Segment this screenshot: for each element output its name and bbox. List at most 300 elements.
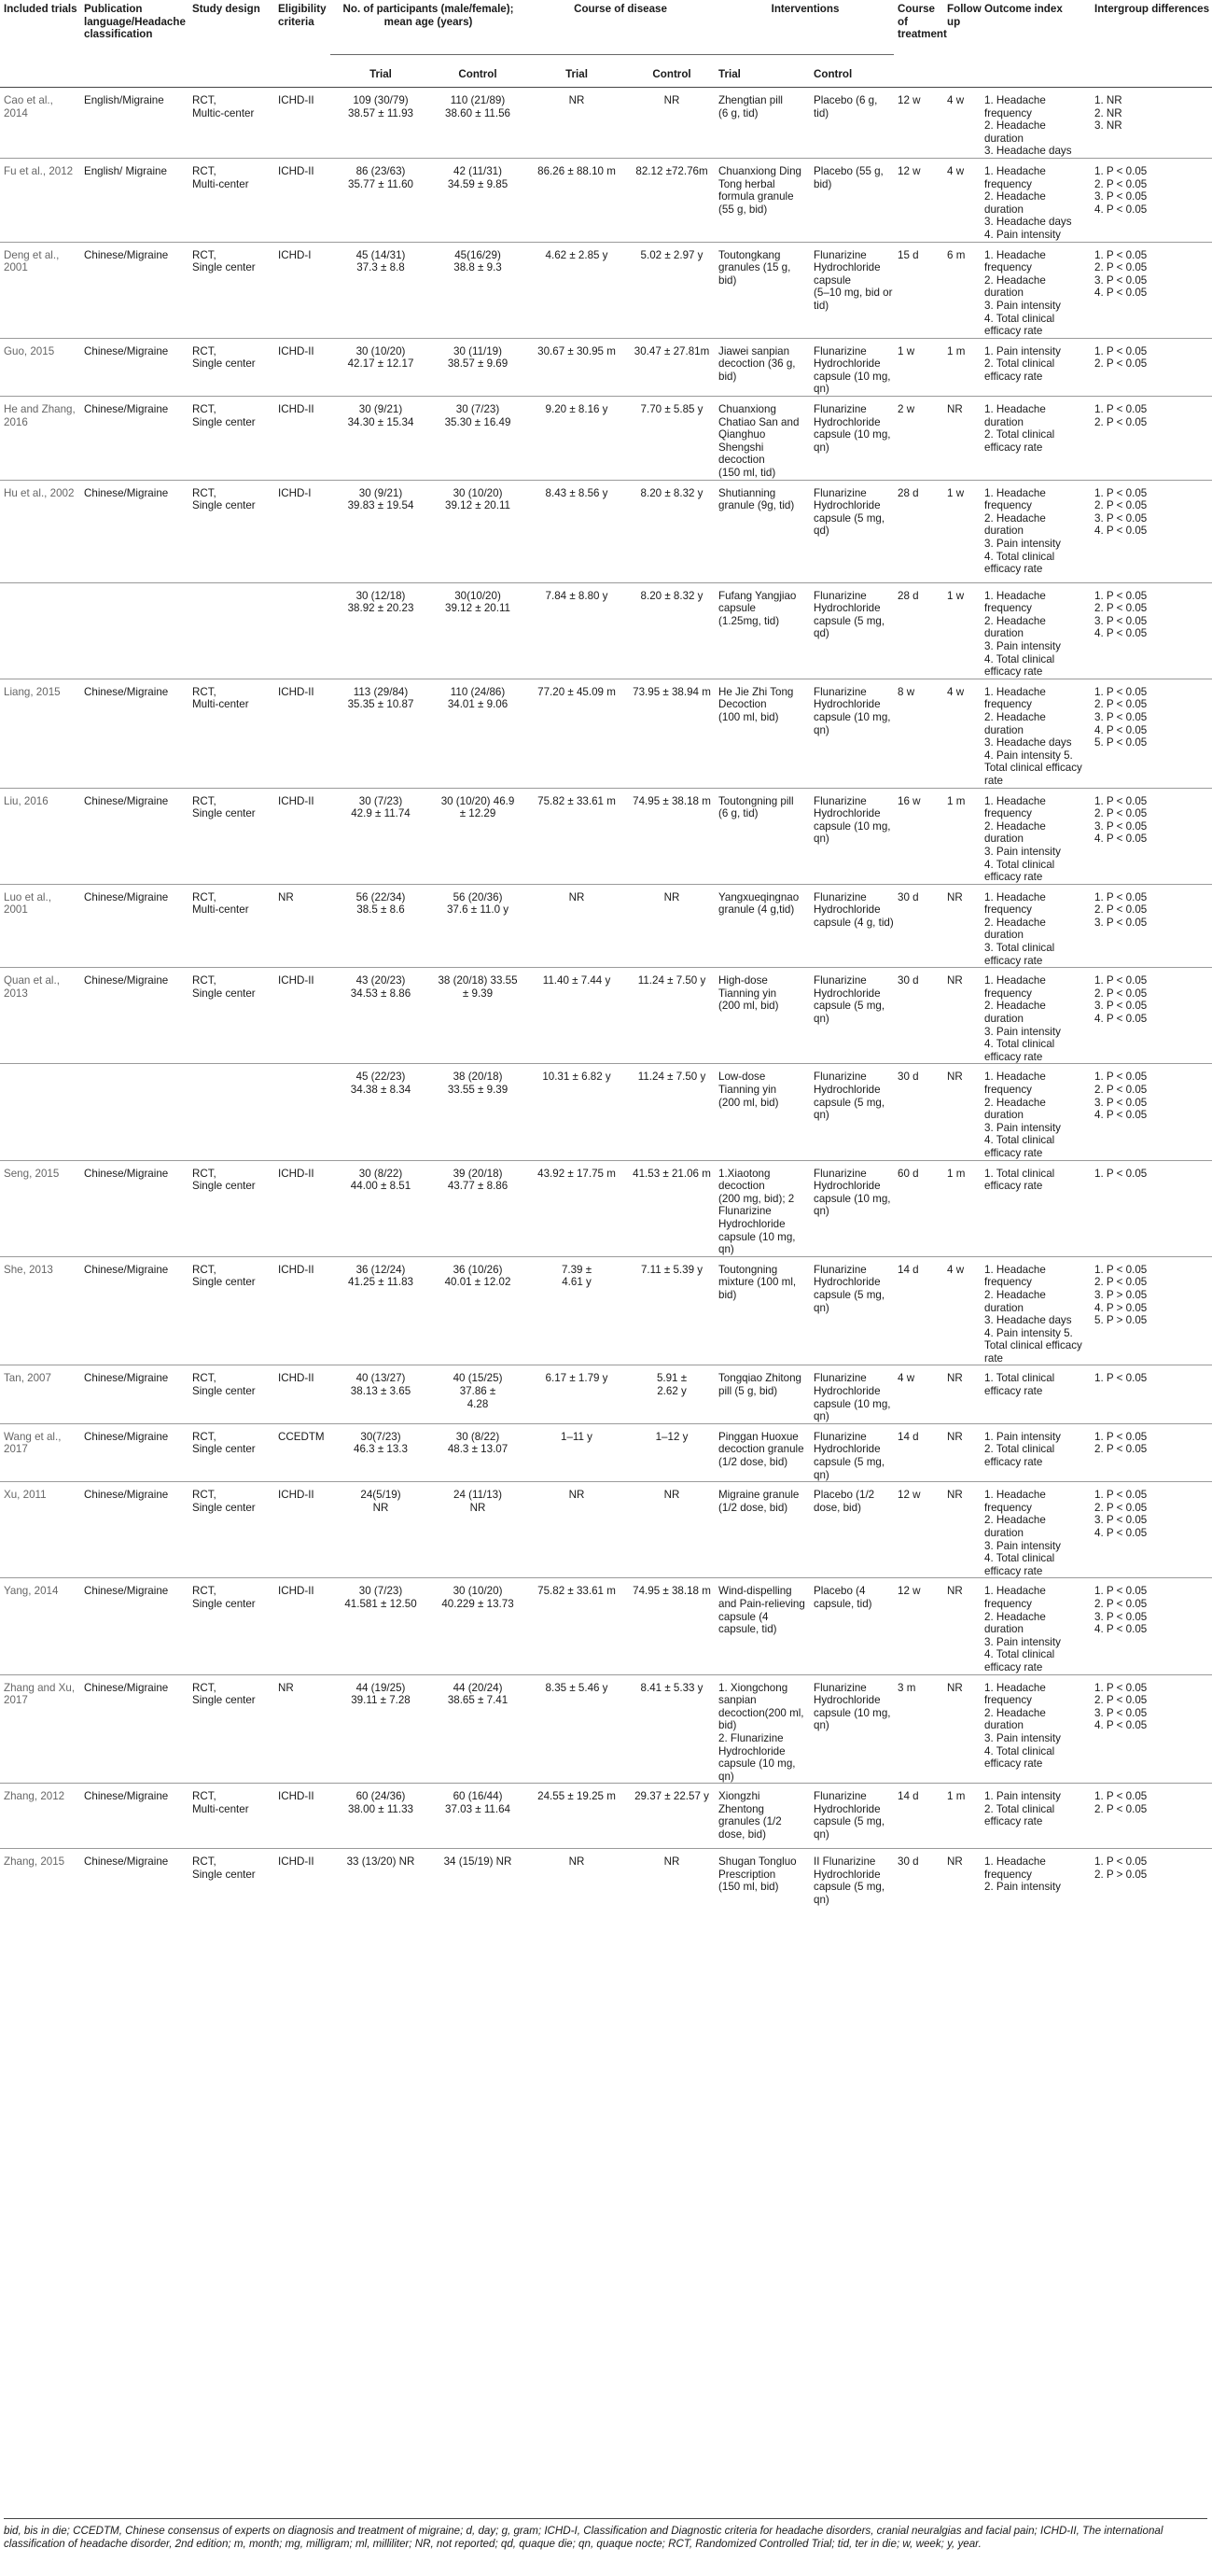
header-disease-control: Control <box>627 55 715 88</box>
cell-line: 8.20 ± 8.32 y <box>640 589 704 602</box>
cell-intervention-trial <box>715 158 810 242</box>
cell-line: 2. P < 0.05 <box>1094 261 1148 274</box>
cell-disease-trial <box>524 1674 627 1784</box>
cell-intervention-control <box>810 1160 894 1256</box>
cell-intervention-control <box>810 679 894 788</box>
cell-line: qn) <box>814 1828 829 1841</box>
cell-line: qn) <box>814 1468 829 1481</box>
header-spacer <box>981 55 1091 88</box>
cell-line: Single center <box>192 1694 256 1707</box>
cell-line: NR <box>278 890 294 903</box>
header-intergroup: Intergroup differences <box>1094 3 1210 15</box>
cell-line: Zhang, 2012 <box>4 1790 65 1803</box>
cell-intergroup-differences <box>1091 1849 1212 1907</box>
cell-line: 30 (12/18) <box>355 589 406 602</box>
cell-line: 6.17 ± 1.79 y <box>545 1372 608 1385</box>
cell-outcome-index <box>981 480 1091 582</box>
cell-study-design <box>188 1482 274 1578</box>
cell-line: 2. P > 0.05 <box>1094 1868 1148 1881</box>
cell-line: NR <box>947 1489 963 1502</box>
cell-line: 60 (24/36) <box>355 1790 406 1803</box>
cell-line: 3. P < 0.05 <box>1094 1000 1148 1013</box>
cell-line: 1. P < 0.05 <box>1094 1263 1148 1276</box>
cell-line: Total clinical efficacy <box>984 1339 1082 1352</box>
cell-disease-control <box>627 1064 715 1160</box>
cell-line: frequency <box>984 602 1032 615</box>
cell-intervention-trial <box>715 242 810 338</box>
cell-line: Single center <box>192 1276 256 1289</box>
cell-line: efficacy rate <box>984 871 1043 884</box>
table-row <box>0 968 1212 1064</box>
cell-eligibility <box>274 1256 330 1365</box>
cell-line: efficacy rate <box>984 563 1043 576</box>
cell-intervention-control <box>810 1256 894 1365</box>
cell-follow-up <box>943 1784 981 1849</box>
cell-intervention-control <box>810 582 894 679</box>
cell-follow-up <box>943 1365 981 1423</box>
cell-line: NR <box>568 1855 585 1869</box>
cell-eligibility <box>274 1784 330 1849</box>
cell-line: Low-dose <box>718 1071 766 1084</box>
cell-line: 60 d <box>898 1167 919 1180</box>
cell-study-design <box>188 968 274 1064</box>
cell-line: 40 (15/25) <box>453 1372 503 1385</box>
header-intervention-control: Control <box>810 55 894 88</box>
cell-line: dose, bid) <box>718 1828 766 1841</box>
cell-line: 37.03 ± 11.64 <box>445 1802 510 1815</box>
cell-line: 6 m <box>947 248 966 261</box>
cell-line: 1. Xiongchong <box>718 1681 788 1694</box>
cell-line: 1. Headache <box>984 403 1046 416</box>
cell-line: frequency <box>984 1597 1032 1610</box>
cell-intergroup-differences <box>1091 480 1212 582</box>
cell-line: 4. P < 0.05 <box>1094 1013 1148 1026</box>
cell-line: NR <box>947 403 963 416</box>
cell-line: duration <box>984 203 1024 216</box>
table-row <box>0 679 1212 788</box>
cell-line: 30 (7/23) <box>358 794 403 807</box>
cell-line: Single center <box>192 357 256 371</box>
cell-intervention-control <box>810 480 894 582</box>
cell-line: 12 w <box>898 1585 921 1598</box>
cell-line: capsule (10 mg, <box>814 710 891 723</box>
cell-line: NR <box>947 890 963 903</box>
cell-line: 30(7/23) <box>360 1430 401 1443</box>
cell-line: 109 (30/79) <box>353 94 409 106</box>
cell-line: Guo, 2015 <box>4 344 55 357</box>
cell-study <box>0 1160 80 1256</box>
cell-line: efficacy rate <box>984 954 1043 967</box>
cell-line: 30 (8/22) <box>455 1430 500 1443</box>
cell-line: 11.40 ± 7.44 y <box>542 974 611 987</box>
cell-line: 1. Pain intensity <box>984 1790 1061 1803</box>
cell-line: ICHD-I <box>278 486 312 499</box>
cell-line: 28 d <box>898 486 919 499</box>
cell-study <box>0 338 80 396</box>
cell-line: NR <box>568 890 585 903</box>
cell-line: 2. Headache <box>984 819 1046 833</box>
cell-intervention-trial <box>715 1849 810 1907</box>
cell-disease-control <box>627 1674 715 1784</box>
cell-participants-trial <box>330 1578 429 1674</box>
cell-line: 4. Total clinical <box>984 652 1055 665</box>
cell-line: 29.37 ± 22.57 y <box>634 1790 709 1803</box>
header-spacer <box>274 55 330 88</box>
cell-line: Total clinical efficacy <box>984 762 1082 775</box>
cell-line: 4. P < 0.05 <box>1094 1109 1148 1122</box>
cell-line: 2. Headache <box>984 1610 1046 1623</box>
cell-intervention-trial <box>715 1784 810 1849</box>
cell-line: Flunarizine <box>814 974 867 987</box>
cell-intervention-trial <box>715 788 810 884</box>
cell-line: Chinese/Migraine <box>84 1855 169 1869</box>
cell-line: 33 (13/20) NR <box>346 1855 415 1869</box>
cell-line: duration <box>984 833 1024 846</box>
cell-line: ICHD-II <box>278 164 314 177</box>
cell-intergroup-differences <box>1091 338 1212 396</box>
cell-line: 34 (15/19) NR <box>443 1855 512 1869</box>
header-outcome: Outcome index <box>984 3 1063 15</box>
cell-line: 1. P < 0.05 <box>1094 344 1148 357</box>
header-participants-control: Control <box>429 55 524 88</box>
cell-course-treatment <box>894 1674 943 1784</box>
cell-line: 30 (7/23) <box>455 403 500 416</box>
cell-follow-up <box>943 480 981 582</box>
cell-line: 7.11 ± 5.39 y <box>640 1263 704 1276</box>
cell-line: Single center <box>192 1385 256 1398</box>
cell-line: Chinese/Migraine <box>84 1167 169 1180</box>
header-spacer <box>80 55 188 88</box>
table-row <box>0 242 1212 338</box>
cell-line: NR <box>947 1585 963 1598</box>
cell-line: 42.9 ± 11.74 <box>351 807 411 820</box>
cell-line: 4. Total clinical <box>984 1648 1055 1661</box>
cell-line: Single center <box>192 1501 256 1514</box>
cell-line: 2016 <box>4 415 28 428</box>
cell-line: duration <box>984 723 1024 736</box>
cell-line: efficacy rate <box>984 1815 1043 1828</box>
cell-line: Deng et al., <box>4 248 60 261</box>
cell-line: 4 w <box>947 94 965 106</box>
cell-line: 4. P < 0.05 <box>1094 203 1148 216</box>
cell-line: (1/2 dose, bid) <box>718 1456 788 1469</box>
cell-study <box>0 1849 80 1907</box>
cell-line: 2 w <box>898 403 915 416</box>
cell-disease-trial <box>524 1784 627 1849</box>
cell-line: 4.61 y <box>562 1276 592 1289</box>
cell-intervention-control <box>810 397 894 481</box>
cell-study-design <box>188 1784 274 1849</box>
cell-course-treatment <box>894 1256 943 1365</box>
cell-line: granules (1/2 <box>718 1815 782 1828</box>
cell-line: ICHD-II <box>278 1263 314 1276</box>
cell-line: Flunarizine <box>814 248 867 261</box>
cell-line: 8.20 ± 8.32 y <box>640 486 704 499</box>
cell-line: 35.77 ± 11.60 <box>348 177 413 190</box>
cell-line: 3. Pain intensity <box>984 1539 1061 1552</box>
cell-line: NR <box>947 974 963 987</box>
cell-eligibility <box>274 788 330 884</box>
cell-line: Fufang Yangjiao <box>718 589 797 602</box>
cell-line: capsule (10 mg, <box>718 1230 796 1243</box>
cell-disease-trial <box>524 1482 627 1578</box>
cell-line: 30 (8/22) <box>358 1167 403 1180</box>
cell-course-treatment <box>894 679 943 788</box>
cell-intervention-trial <box>715 884 810 968</box>
cell-study <box>0 1256 80 1365</box>
cell-line: qn) <box>814 1719 829 1732</box>
cell-line: Hydrochloride <box>814 903 881 917</box>
cell-line: Hydrochloride <box>814 1443 881 1456</box>
table-row <box>0 480 1212 582</box>
cell-line: rate <box>984 1351 1004 1365</box>
cell-participants-trial <box>330 338 429 396</box>
cell-line: NR <box>568 94 585 106</box>
cell-study-design <box>188 582 274 679</box>
cell-line: 1 m <box>947 1790 966 1803</box>
cell-line: 4. P < 0.05 <box>1094 1623 1148 1636</box>
cell-study <box>0 1365 80 1423</box>
cell-line: ± 12.29 <box>459 807 496 820</box>
cell-line: ICHD-II <box>278 685 314 698</box>
cell-line: 4 w <box>898 1372 915 1385</box>
cell-line: Liang, 2015 <box>4 685 61 698</box>
cell-study <box>0 88 80 159</box>
cell-line: frequency <box>984 807 1032 820</box>
cell-disease-control <box>627 480 715 582</box>
cell-line: sanpian <box>718 1694 757 1707</box>
cell-publication <box>80 679 188 788</box>
cell-disease-control <box>627 1578 715 1674</box>
cell-publication <box>80 788 188 884</box>
cell-intervention-control <box>810 1482 894 1578</box>
cell-course-treatment <box>894 1064 943 1160</box>
cell-line: 2. Pain intensity <box>984 1881 1061 1894</box>
cell-intervention-control <box>810 1365 894 1423</box>
cell-course-treatment <box>894 1365 943 1423</box>
cell-line: 24 (11/13) <box>453 1489 502 1502</box>
cell-course-treatment <box>894 397 943 481</box>
cell-participants-trial <box>330 884 429 968</box>
cell-participants-trial <box>330 1674 429 1784</box>
cell-line: English/Migraine <box>84 94 164 106</box>
cell-publication <box>80 1578 188 1674</box>
cell-line: 4. Total clinical <box>984 1552 1055 1565</box>
cell-line: 40.229 ± 13.73 <box>441 1597 514 1610</box>
cell-line: 4. P < 0.05 <box>1094 525 1148 538</box>
cell-disease-trial <box>524 1256 627 1365</box>
cell-line: Flunarizine <box>814 794 867 807</box>
cell-line: 86.26 ± 88.10 m <box>537 164 616 177</box>
cell-line: Multic-center <box>192 106 255 119</box>
cell-study <box>0 397 80 481</box>
cell-outcome-index <box>981 1160 1091 1256</box>
cell-line: 2. P < 0.05 <box>1094 499 1148 512</box>
cell-eligibility <box>274 88 330 159</box>
cell-line: duration <box>984 1301 1024 1314</box>
cell-line: 2. P < 0.05 <box>1094 1443 1148 1456</box>
cell-line: mixture (100 ml, <box>718 1276 797 1289</box>
cell-course-treatment <box>894 1784 943 1849</box>
cell-line: RCT, <box>192 248 216 261</box>
cell-line: capsule (5 mg, <box>814 1288 885 1301</box>
cell-line: frequency <box>984 177 1032 190</box>
cell-line: capsule <box>718 602 756 615</box>
cell-line: Placebo (55 g, <box>814 164 884 177</box>
header-interventions: Interventions <box>715 0 894 55</box>
cell-line: 1. P < 0.05 <box>1094 1430 1148 1443</box>
cell-line: Toutongkang <box>718 248 781 261</box>
cell-line: Single center <box>192 415 256 428</box>
cell-line: Multi-center <box>192 903 249 917</box>
cell-participants-trial <box>330 158 429 242</box>
cell-participants-trial <box>330 788 429 884</box>
cell-line: Hydrochloride <box>814 1385 881 1398</box>
cell-line: 30 (11/19) <box>453 344 502 357</box>
cell-line: qn) <box>814 441 829 454</box>
cell-line: 38.5 ± 8.6 <box>356 903 405 917</box>
cell-line: 12 w <box>898 1489 921 1502</box>
cell-line: Hydrochloride <box>814 357 881 371</box>
cell-line: 2.62 y <box>657 1385 687 1398</box>
cell-line: 1. Headache <box>984 164 1046 177</box>
cell-line: 4. P < 0.05 <box>1094 287 1148 300</box>
cell-line: 1. Headache <box>984 1855 1046 1869</box>
cell-line: 60 (16/44) <box>453 1790 503 1803</box>
cell-line: 24.55 ± 19.25 m <box>537 1790 616 1803</box>
cell-line: 8 w <box>898 685 915 698</box>
cell-line: (100 ml, bid) <box>718 710 779 723</box>
cell-line: 3. Pain intensity <box>984 640 1061 652</box>
cell-intervention-trial <box>715 397 810 481</box>
cell-disease-control <box>627 1160 715 1256</box>
cell-participants-trial <box>330 582 429 679</box>
cell-participants-trial <box>330 1423 429 1481</box>
cell-study-design <box>188 788 274 884</box>
cell-course-treatment <box>894 1482 943 1578</box>
cell-line: Zhang, 2015 <box>4 1855 65 1869</box>
cell-line: capsule (10 mg, <box>814 1397 891 1410</box>
cell-line: 2. P < 0.05 <box>1094 1802 1148 1815</box>
cell-line: duration <box>984 415 1024 428</box>
cell-study <box>0 242 80 338</box>
cell-line: frequency <box>984 698 1032 711</box>
cell-line: Prescription <box>718 1868 776 1881</box>
cell-line: Decoction <box>718 698 767 711</box>
cell-line: duration <box>984 1527 1024 1539</box>
cell-line: capsule (5 mg, <box>814 1456 885 1469</box>
cell-line: qn) <box>814 1894 829 1907</box>
cell-line: 44 (20/24) <box>453 1681 503 1694</box>
cell-outcome-index <box>981 88 1091 159</box>
cell-intervention-control <box>810 788 894 884</box>
cell-line: efficacy rate <box>984 1757 1043 1771</box>
cell-line: 1. Total clinical <box>984 1167 1055 1180</box>
cell-intervention-control <box>810 338 894 396</box>
cell-publication <box>80 1256 188 1365</box>
cell-line: capsule (5 mg, <box>814 1815 885 1828</box>
cell-line: Chinese/Migraine <box>84 685 169 698</box>
table-row <box>0 1160 1212 1256</box>
header-spacer <box>1091 55 1212 88</box>
cell-participants-control <box>429 582 524 679</box>
cell-follow-up <box>943 679 981 788</box>
cell-outcome-index <box>981 1365 1091 1423</box>
cell-line: RCT, <box>192 685 216 698</box>
cell-participants-trial <box>330 397 429 481</box>
cell-line: 28 d <box>898 589 919 602</box>
cell-line: 34.53 ± 8.86 <box>350 987 411 1000</box>
cell-line: 3. P < 0.05 <box>1094 916 1148 929</box>
cell-line: duration <box>984 287 1024 300</box>
header-spacer <box>0 55 80 88</box>
cell-line: decoction <box>718 454 765 467</box>
cell-line: Chinese/Migraine <box>84 794 169 807</box>
table-row <box>0 1578 1212 1674</box>
cell-line: duration <box>984 1013 1024 1026</box>
cell-publication <box>80 397 188 481</box>
cell-study <box>0 1578 80 1674</box>
cell-line: pill (5 g, bid) <box>718 1385 778 1398</box>
cell-line: 2. Total clinical <box>984 357 1055 371</box>
cell-line: 5.91 ± <box>656 1372 688 1385</box>
cell-line: Tan, 2007 <box>4 1372 51 1385</box>
cell-publication <box>80 1064 188 1160</box>
cell-line: capsule (10 mg, <box>814 428 891 441</box>
cell-line: Flunarizine <box>814 1263 867 1276</box>
cell-intervention-trial <box>715 1674 810 1784</box>
cell-line: 3. P < 0.05 <box>1094 1096 1148 1109</box>
cell-study-design <box>188 1365 274 1423</box>
cell-disease-trial <box>524 968 627 1064</box>
cell-follow-up <box>943 242 981 338</box>
cell-line: duration <box>984 132 1024 145</box>
cell-line: 3. P < 0.05 <box>1094 1514 1148 1527</box>
cell-line: Hydrochloride <box>814 261 881 274</box>
cell-line: Placebo (1/2 <box>814 1489 875 1502</box>
cell-study-design <box>188 1256 274 1365</box>
cell-line: Single center <box>192 1443 256 1456</box>
cell-line: 4. Total clinical <box>984 1134 1055 1147</box>
cell-line: 4. Pain intensity 5. <box>984 1326 1073 1339</box>
cell-study <box>0 679 80 788</box>
cell-line: 3. P < 0.05 <box>1094 614 1148 627</box>
cell-line: Liu, 2016 <box>4 794 49 807</box>
cell-line: 2. P < 0.05 <box>1094 1694 1148 1707</box>
cell-line: 1. P < 0.05 <box>1094 589 1148 602</box>
cell-outcome-index <box>981 582 1091 679</box>
cell-line: Chinese/Migraine <box>84 486 169 499</box>
cell-participants-trial <box>330 88 429 159</box>
cell-participants-control <box>429 1423 524 1481</box>
cell-line: 4. P < 0.05 <box>1094 627 1148 640</box>
cell-line: English/ Migraine <box>84 164 167 177</box>
cell-study <box>0 480 80 582</box>
cell-intergroup-differences <box>1091 397 1212 481</box>
cell-line: frequency <box>984 1501 1032 1514</box>
table-row <box>0 397 1212 481</box>
cell-follow-up <box>943 1160 981 1256</box>
cell-line: 37.6 ± 11.0 y <box>446 903 509 917</box>
cell-line: Chuanxiong Ding <box>718 164 801 177</box>
cell-line: Pinggan Huoxue <box>718 1430 799 1443</box>
cell-intervention-trial <box>715 1482 810 1578</box>
cell-line: Shutianning <box>718 486 776 499</box>
cell-outcome-index <box>981 1256 1091 1365</box>
cell-line: 39.83 ± 19.54 <box>347 499 414 512</box>
cell-line: Single center <box>192 1597 256 1610</box>
cell-line: 12 w <box>898 164 921 177</box>
